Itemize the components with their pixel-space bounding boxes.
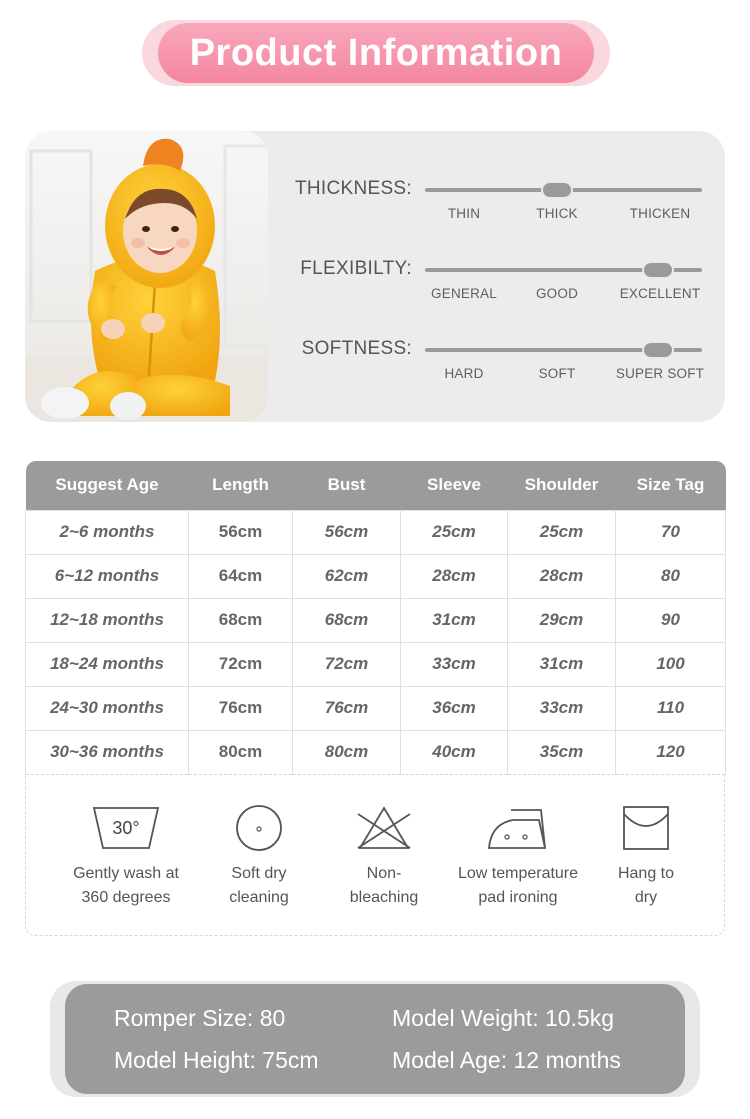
- table-row: [26, 686, 726, 730]
- size-chart-table: [25, 461, 726, 775]
- table-row: [26, 554, 726, 598]
- table-cell: 80cm: [189, 730, 293, 774]
- feature-label: SOFTNESS:: [301, 338, 412, 359]
- care-instructions: [25, 774, 725, 936]
- table-cell: 56cm: [189, 510, 293, 554]
- table-cell: 30~36 months: [26, 730, 189, 774]
- wash-30-icon: [91, 804, 161, 852]
- table-cell: 36cm: [401, 686, 508, 730]
- feature-thickness: [268, 174, 725, 234]
- no-bleach-icon: [354, 804, 414, 852]
- feature-scale-track: [425, 268, 702, 272]
- feature-label: THICKNESS:: [294, 178, 412, 199]
- table-cell: 56cm: [293, 510, 401, 554]
- table-cell: 100: [616, 642, 726, 686]
- feature-scale-knob: [642, 341, 674, 359]
- table-cell: 80cm: [293, 730, 401, 774]
- table-cell: 68cm: [189, 598, 293, 642]
- feature-scale-knob: [541, 181, 573, 199]
- feature-option: SOFT: [538, 366, 576, 381]
- table-cell: 76cm: [293, 686, 401, 730]
- model-info-box: [50, 981, 700, 1097]
- table-cell: 12~18 months: [26, 598, 189, 642]
- table-cell: 72cm: [293, 642, 401, 686]
- iron-low-icon: [483, 804, 553, 852]
- care-label-line: bleaching: [349, 889, 419, 906]
- table-cell: 33cm: [401, 642, 508, 686]
- table-cell: 31cm: [401, 598, 508, 642]
- table-cell: 28cm: [401, 554, 508, 598]
- care-label-line: dry: [634, 889, 658, 906]
- table-cell: 72cm: [189, 642, 293, 686]
- product-photo: [25, 131, 268, 422]
- table-cell: 40cm: [401, 730, 508, 774]
- feature-option: GOOD: [535, 286, 579, 301]
- title-banner: [142, 20, 610, 86]
- feature-option: GENERAL: [431, 286, 497, 301]
- feature-flexibility: [268, 254, 725, 314]
- table-cell: 70: [616, 510, 726, 554]
- table-cell: 80: [616, 554, 726, 598]
- table-cell: 120: [616, 730, 726, 774]
- column-header: Length: [189, 461, 293, 510]
- care-item-bleach: [309, 804, 459, 910]
- feature-scale-track: [425, 348, 702, 352]
- table-row: [26, 642, 726, 686]
- care-item-wash: [51, 804, 201, 910]
- feature-scale-knob: [642, 261, 674, 279]
- column-header: Size Tag: [616, 461, 726, 510]
- table-row: [26, 598, 726, 642]
- hang-dry-icon: [621, 804, 671, 852]
- feature-label: FLEXIBILTY:: [300, 258, 412, 279]
- column-header: Bust: [293, 461, 401, 510]
- feature-softness: [268, 334, 725, 394]
- care-label-line: Low temperature: [457, 865, 579, 882]
- table-cell: 29cm: [508, 598, 616, 642]
- table-header-row: [26, 461, 726, 510]
- table-cell: 90: [616, 598, 726, 642]
- feature-option: THIN: [447, 206, 481, 221]
- feature-scale-track: [425, 188, 702, 192]
- table-cell: 24~30 months: [26, 686, 189, 730]
- table-row: [26, 510, 726, 554]
- model-weight: Model Weight: 10.5kg: [392, 1005, 615, 1031]
- features-panel: [25, 131, 725, 422]
- table-cell: 6~12 months: [26, 554, 189, 598]
- table-cell: 76cm: [189, 686, 293, 730]
- care-label-line: cleaning: [229, 889, 289, 906]
- table-cell: 25cm: [508, 510, 616, 554]
- column-header: Sleeve: [401, 461, 508, 510]
- care-label-line: Hang to: [617, 865, 675, 882]
- table-cell: 33cm: [508, 686, 616, 730]
- feature-option: HARD: [444, 366, 484, 381]
- care-label: [309, 862, 459, 910]
- table-cell: 35cm: [508, 730, 616, 774]
- table-cell: 68cm: [293, 598, 401, 642]
- model-romper-size: Romper Size: 80: [114, 1005, 286, 1031]
- care-label: [571, 862, 721, 910]
- care-label-line: pad ironing: [478, 889, 558, 906]
- table-cell: 31cm: [508, 642, 616, 686]
- column-header: Shoulder: [508, 461, 616, 510]
- care-label-line: 360 degrees: [81, 889, 171, 906]
- baby-romper-illustration: [25, 131, 268, 422]
- feature-option: THICK: [536, 206, 578, 221]
- care-label-line: Gently wash at: [73, 865, 179, 882]
- table-row: [26, 730, 726, 774]
- care-label: [51, 862, 201, 910]
- tumble-dry-icon: [234, 804, 284, 852]
- care-label-line: Non-: [366, 865, 402, 882]
- feature-option: EXCELLENT: [619, 286, 701, 301]
- model-info-inner: [65, 984, 685, 1094]
- care-item-hang: [571, 804, 721, 910]
- table-cell: 28cm: [508, 554, 616, 598]
- wash-temp-text: 30°: [112, 818, 140, 838]
- table-cell: 62cm: [293, 554, 401, 598]
- table-cell: 18~24 months: [26, 642, 189, 686]
- table-cell: 2~6 months: [26, 510, 189, 554]
- model-height: Model Height: 75cm: [114, 1047, 319, 1073]
- care-label-line: Soft dry: [231, 865, 287, 882]
- feature-option: THICKEN: [629, 206, 691, 221]
- table-cell: 110: [616, 686, 726, 730]
- column-header: Suggest Age: [26, 461, 189, 510]
- table-cell: 64cm: [189, 554, 293, 598]
- feature-option: SUPER SOFT: [615, 366, 705, 381]
- page-title: Product Information: [158, 23, 594, 83]
- table-cell: 25cm: [401, 510, 508, 554]
- model-age: Model Age: 12 months: [392, 1047, 621, 1073]
